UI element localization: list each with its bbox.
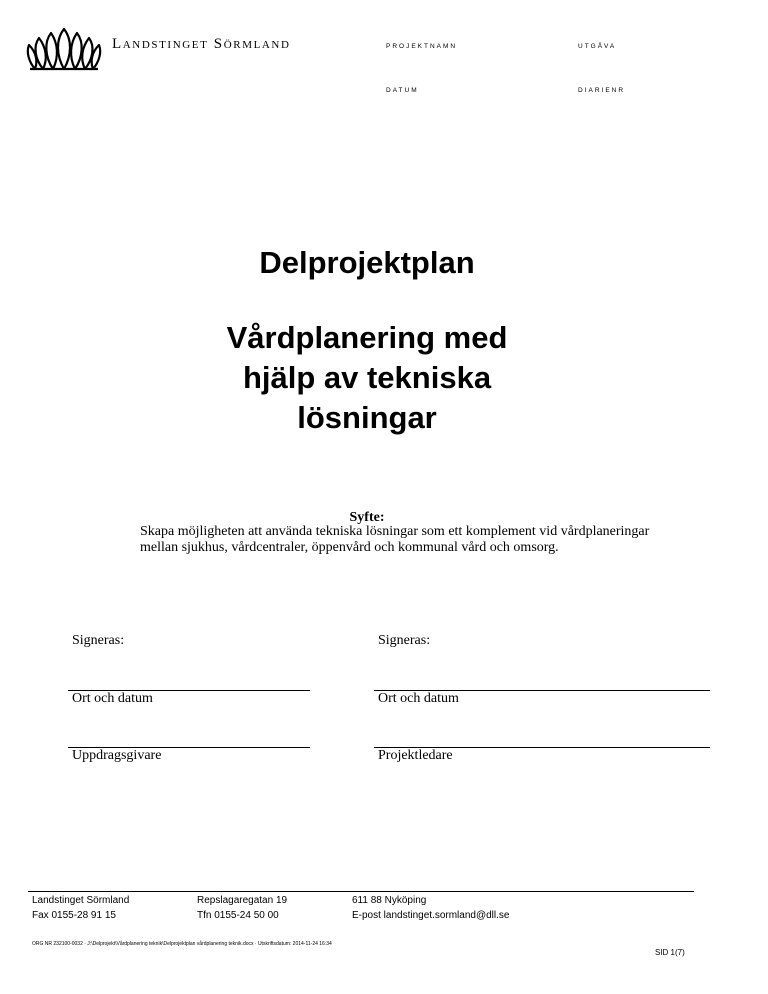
footer-divider bbox=[28, 891, 694, 892]
subtitle-line-3: lösningar bbox=[297, 400, 437, 435]
footer-street: Repslagaregatan 19 bbox=[197, 895, 288, 906]
subtitle-line-1: Vårdplanering med bbox=[226, 320, 508, 355]
right-role-label: Projektledare bbox=[378, 748, 453, 763]
left-signed-label: Signeras: bbox=[72, 633, 125, 648]
edition-label: UTGÅVA bbox=[578, 43, 617, 50]
right-signed-label: Signeras: bbox=[378, 633, 431, 648]
footer-file-path: ORG NR 232100-0032 · J:\Delprojekt\Vårdplanering teknik\Delprojektplan vårdplanering teknik.docx · Utskriftsdatum: 2014-11-24 16:34 bbox=[32, 941, 332, 947]
footer-org-name: Landstinget Sörmland bbox=[32, 895, 130, 906]
purpose-heading: Syfte: bbox=[349, 510, 385, 525]
landstinget-logo bbox=[24, 25, 104, 73]
footer-email: E-post landstinget.sormland@dll.se bbox=[352, 910, 510, 921]
purpose-text: Skapa möjligheten att använda tekniska lösningar som ett komplement vid vårdplaneringar mellan sjukhus, vårdcentraler, öppenvård och kommunal vård och omsorg. bbox=[140, 524, 650, 555]
date-label: DATUM bbox=[386, 87, 419, 94]
page-number: SID 1(7) bbox=[655, 948, 685, 957]
right-place-date-label: Ort och datum bbox=[378, 691, 459, 706]
project-name-label: PROJEKTNAMN bbox=[386, 43, 458, 50]
footer-postal: 611 88 Nyköping bbox=[352, 895, 427, 906]
organization-name: Landstinget Sörmland bbox=[112, 36, 291, 52]
subtitle-line-2: hjälp av tekniska bbox=[242, 360, 492, 395]
document-title: Delprojektplan bbox=[259, 245, 475, 280]
left-place-date-label: Ort och datum bbox=[72, 691, 153, 706]
document-subtitle bbox=[0, 318, 734, 438]
left-role-label: Uppdragsgivare bbox=[72, 748, 162, 763]
footer-fax: Fax 0155-28 91 15 bbox=[32, 910, 116, 921]
footer-phone: Tfn 0155-24 50 00 bbox=[197, 910, 279, 921]
registry-number-label: DIARIENR bbox=[578, 87, 626, 94]
